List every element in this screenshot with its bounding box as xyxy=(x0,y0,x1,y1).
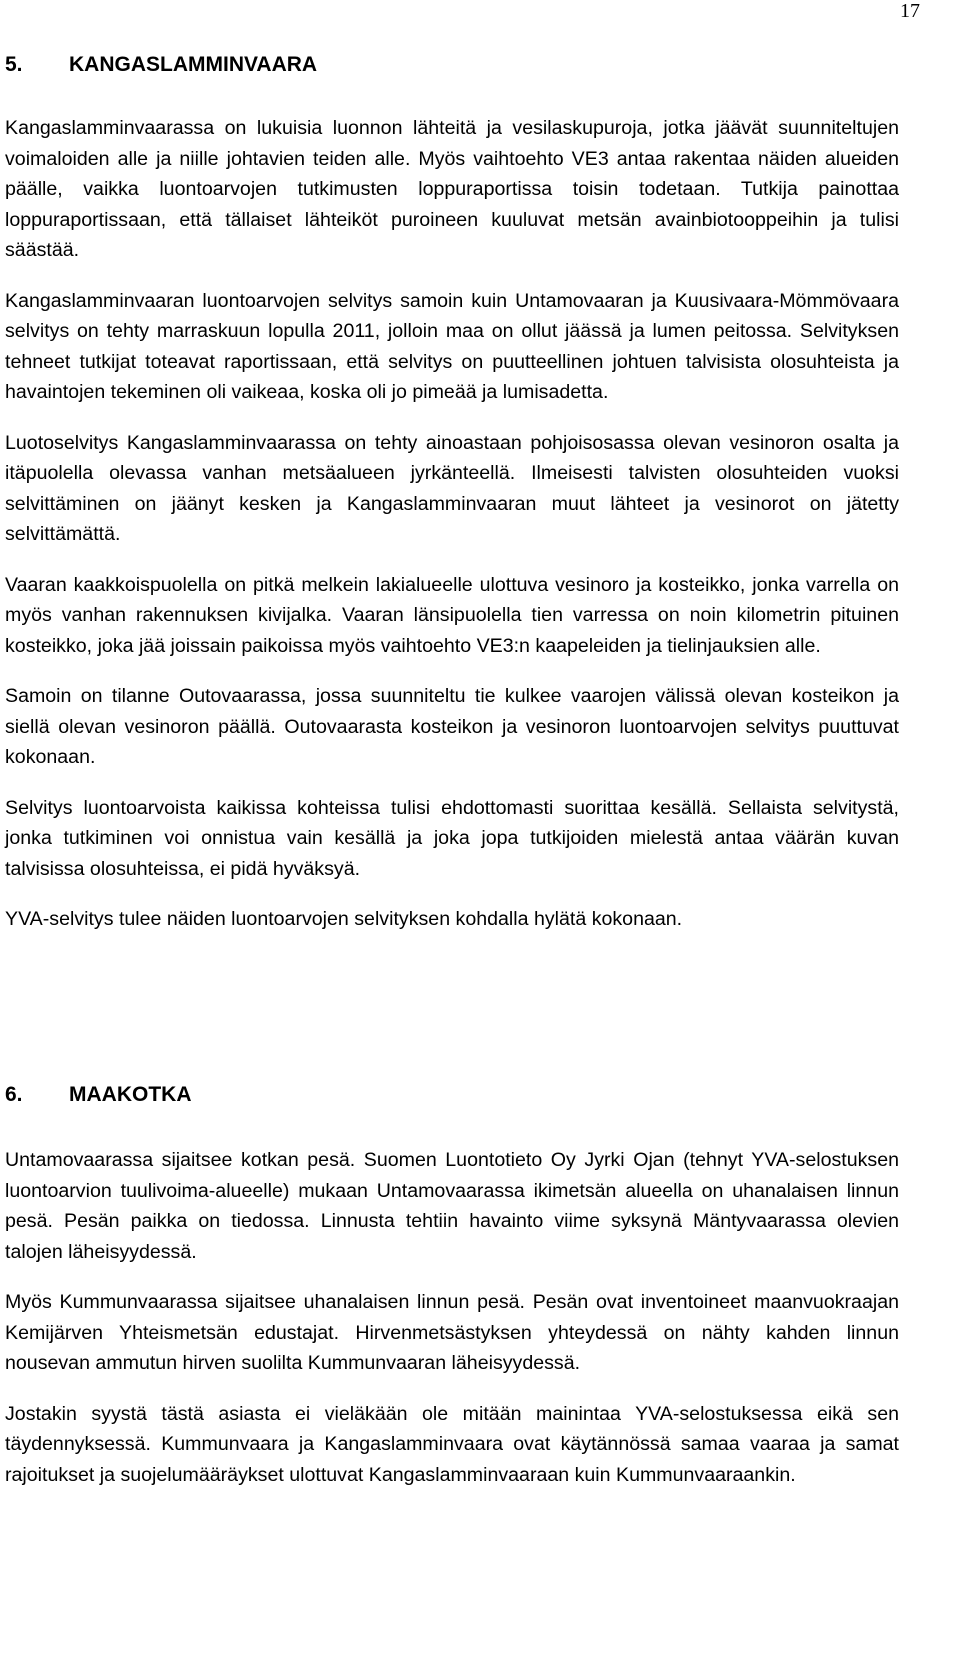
section-5 xyxy=(5,53,899,955)
section-5-title: KANGASLAMMINVAARA xyxy=(69,53,318,76)
paragraph: YVA-selvitys tulee näiden luontoarvojen selvityksen kohdalla hylätä kokonaan. xyxy=(5,908,683,930)
page-number: 17 xyxy=(900,0,920,22)
section-5-heading xyxy=(5,53,899,77)
section-6 xyxy=(5,1083,899,1510)
section-6-heading xyxy=(5,1083,899,1107)
paragraph: Untamovaarassa sijaitsee kotkan pesä. Suomen Luontotieto Oy Jyrki Ojan (tehnyt YVA-selostuksen luontoarvion tuulivoima-alueelle) mukaan Untamovaarassa ikimetsän alueella on uhanalaisen linnun pesä. Pesän paikka on tiedossa. Linnusta tehtiin havainto viime syksynä Mäntyvaarassa olevien talojen läheisyydessä. xyxy=(5,1149,899,1263)
section-6-title: MAAKOTKA xyxy=(69,1083,192,1106)
paragraph: Samoin on tilanne Outovaarassa, jossa suunniteltu tie kulkee vaarojen välissä olevan kosteikon ja siellä olevan vesinoron päällä. Outovaarasta kosteikon ja vesinoron luontoarvojen selvitys puuttuvat kokonaan. xyxy=(5,685,899,768)
paragraph: Luotoselvitys Kangaslamminvaarassa on tehty ainoastaan pohjoisosassa olevan vesinoron osalta ja itäpuolella olevassa vanhan metsäalueen jyrkänteellä. Ilmeisesti talvisten olosuhteiden vuoksi selvittäminen on jäänyt kesken ja Kangaslamminvaaran muut lähteet ja vesinorot on jätetty selvittämättä. xyxy=(5,431,899,545)
section-5-number: 5. xyxy=(5,53,23,76)
paragraph: Jostakin syystä tästä asiasta ei vieläkään ole mitään mainintaa YVA-selostuksessa eikä sen täydennyksessä. Kummunvaara ja Kangaslamminvaara ovat käytännössä samaa vaaraa ja samat rajoitukset ja suojelumääräykset ulottuvat Kangaslamminvaaraan kuin Kummunvaaraankin. xyxy=(5,1402,899,1486)
paragraph: Selvitys luontoarvoista kaikissa kohteissa tulisi ehdottomasti suorittaa kesällä. Sellaista selvitystä, jonka tutkiminen voi onnistua vain kesällä ja joka jopa tutkijoiden mielestä antaa väärän kuvan talvisissa olosuhteissa, ei pidä hyväksyä. xyxy=(5,796,899,880)
section-6-number: 6. xyxy=(5,1083,23,1106)
paragraph: Kangaslamminvaarassa on lukuisia luonnon lähteitä ja vesilaskupuroja, jotka jäävät suunniteltujen voimaloiden alle ja niille johtavien teiden alle. Myös vaihtoehto VE3 antaa rakentaa näiden alueiden päälle, vaikka luontoarvojen tutkimusten loppuraportissa toisin todetaan. Tutkija painottaa loppuraportissaan, että tällaiset lähteiköt puroineen kuuluvat metsän avainbiotooppeihin ja tulisi säästää. xyxy=(5,117,899,261)
paragraph: Vaaran kaakkoispuolella on pitkä melkein lakialueelle ulottuva vesinoro ja kosteikko, jonka varrella on myös vanhan rakennuksen kivijalka. Vaaran länsipuolella tien varressa on noin kilometrin pituinen kosteikko, joka jää joissain paikoissa myös vaihtoehto VE3:n kaapeleiden ja tielinjauksien alle. xyxy=(5,573,899,657)
paragraph: Kangaslamminvaaran luontoarvojen selvitys samoin kuin Untamovaaran ja Kuusivaara-Mömmövaara selvitys on tehty marraskuun lopulla 2011, jolloin maa on ollut jäässä ja lumen peitossa. Selvityksen tehneet tutkijat toteavat raportissaan, että selvitys on puutteellinen johtuen talvisista olosuhteista ja havaintojen tekeminen oli vaikeaa, koska oli jo pimeää ja lumisadetta. xyxy=(5,289,899,403)
paragraph: Myös Kummunvaarassa sijaitsee uhanalaisen linnun pesä. Pesän ovat inventoineet maanvuokraajan Kemijärven Yhteismetsän edustajat. Hirvenmetsästyksen yhteydessä on nähty kahden linnun nousevan ammutun hirven suolilta Kummunvaaran läheisyydessä. xyxy=(5,1291,899,1374)
